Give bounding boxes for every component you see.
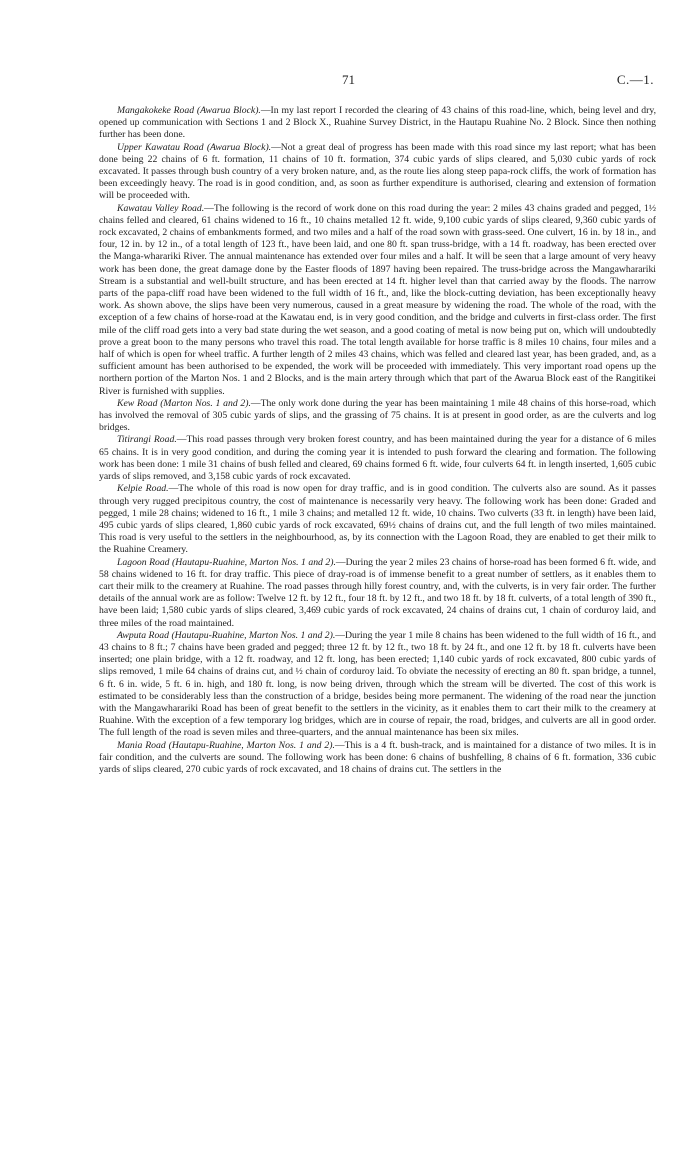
body-text	[99, 105, 656, 776]
document-reference: C.—1.	[616, 72, 654, 87]
paragraph-mania-road	[99, 740, 656, 777]
paragraph-kawatau-valley-road	[99, 203, 656, 398]
paragraph-lagoon-road	[99, 557, 656, 630]
paragraph-title: Mania Road (Hautapu-Ruahine, Marton Nos. 1 and 2).	[117, 739, 335, 751]
paragraph-kelpie-road	[99, 483, 656, 556]
paragraph-awputa-road	[99, 630, 656, 740]
page-header	[0, 72, 700, 88]
paragraph-text: —The only work done during the year has been maintaining 1 mile 48 chains of this horse-road, which has involved the removal of 305 cubic yards of slips, and the grassing of 75 chains. It is at present in good order, as are the culverts and log bridges.	[99, 397, 656, 434]
paragraph-mangakokeke-road	[99, 105, 656, 142]
paragraph-upper-kawatau-road	[99, 142, 656, 203]
paragraph-text: —This is a 4 ft. bush-track, and is maintained for a distance of two miles. It is in fair condition, and the culverts are sound. The following work has been done: 6 chains of bushfelling, 8 chains of 6 ft. formation, 336 cubic yards of slips cleared, 270 cubic yards of rock excavated, and 18 chains of drains cut. The settlers in the	[99, 739, 657, 775]
paragraph-text: —In my last report I recorded the clearing of 43 chains of this road-line, which, being level and dry, opened up communication with Sections 1 and 2 Block X., Ruahine Survey District, in the Hautapu Ruahine No. 2 Block. Since then nothing further has been done.	[99, 105, 656, 141]
paragraph-kew-road	[99, 398, 656, 435]
paragraph-title: Upper Kawatau Road (Awarua Block).	[117, 141, 272, 153]
paragraph-title: Lagoon Road (Hautapu-Ruahine, Marton Nos. 1 and 2).	[117, 556, 336, 568]
paragraph-text: —During the year 1 mile 8 chains has been widened to the full width of 16 ft., and 43 chains to 8 ft.; 7 chains have been graded and pegged; three 12 ft. by 12 ft., two 18 ft. by 24 ft., and one 12 ft. by 18 ft. culverts have been inserted; one plain bridge, with a 12 ft. roadway, and 12 ft. long, has been erected; 1,140 cubic yards of rock excavated, 800 cubic yards of slips removed, 1 mile 64 chains of drains cut, and ½ chain of corduroy laid. To obviate the necessity of erecting an 80 ft. span bridge, a tunnel, 6 ft. 6 in. wide, 5 ft. 6 in. high, and 180 ft. long, is now being driven, through which the stream will be diverted. The cost of this work is estimated to be considerably less than the construction of a bridge, besides being more permanent. The widening of the road near the junction with the Mangawharariki Road has been of great benefit to the settlers in the vicinity, as it enables them to cart their milk to the creamery at Ruahine. With the exception of a few temporary log bridges, which are in course of repair, the road, bridges, and culverts are all in good order. The full length of the road is seven miles and three-quarters, and the annual maintenance has been six miles.	[99, 629, 656, 739]
paragraph-title: Kawatau Valley Road.	[117, 202, 205, 214]
paragraph-text: —This road passes through very broken forest country, and has been maintained during the year for a distance of 6 miles 65 chains. It is in very good condition, and during the coming year it is intended to push forward the clearing and formation. The following work has been done: 1 mile 31 chains of bush felled and cleared, 69 chains formed 6 ft. wide, four culverts 64 ft. in length inserted, 1,605 cubic yards of slips removed, and 3,158 cubic yards of rock excavated.	[99, 434, 656, 483]
paragraph-text: —The following is the record of work done on this road during the year: 2 miles 43 chains graded and pegged, 1½ chains felled and cleared, 61 chains widened to 16 ft., 10 chains metalled 12 ft. wide, 9,100 cubic yards of slips cleared, 9,360 cubic yards of rock excavated, 2 chains of embankments formed, and two miles and a half of the road sown with grass-seed. One culvert, 16 in. by 18 in., and four, 12 in. by 12 in., of a total length of 123 ft., have been laid, and one 80 ft. span truss-bridge, with a 14 ft. roadway, has been erected over the Manga-wharariki River. The annual maintenance has extended over four miles and a half. It will be seen that a large amount of very heavy work has been done, the great damage done by the Easter floods of 1897 having been repaired. The truss-bridge across the Mangawharariki Stream is a substantial and well-built structure, and has been erected at 14 ft. higher level than that carried away by the floods. The narrow parts of the papa-cliff road have been widened to the full width of 16 ft., and, like the block-cutting deviation, has been exceptionally heavy work. As shown above, the slips have been very numerous, caused in a great measure by widening the road. The whole of the road, with the exception of a few chains of horse-road at the Kawatau end, is in very good condition, and the bridge and culverts in first-class order. The first mile of the cliff road gets into a very bad state during the wet season, and a good coating of metal is now being put on, which will undoubtedly prove a great boon to the many persons who travel this road. The total length available for horse traffic is 8 miles 10 chains, four miles and a half of which is open for wheel traffic. A further length of 2 miles 43 chains, which was felled and cleared last year, has been graded, and, as a sufficient amount has been authorised to be expended, the work will be proceeded with immediately. This very important road opens up the northern portion of the Marton Nos. 1 and 2 Blocks, and is the main artery through which that part of the Awarua Block east of the Rangitikei River is furnished with supplies.	[99, 202, 656, 397]
paragraph-title: Kelpie Road.	[117, 483, 169, 495]
paragraph-text: —Not a great deal of progress has been made with this road since my last report; what has been done being 22 chains of 6 ft. formation, 11 chains of 10 ft. formation, 374 cubic yards of slips cleared, and 5,030 cubic yards of rock excavated. It passes through bush country of a very broken nature, and, as the route lies along steep papa-rock cliffs, the work of formation has been exceedingly heavy. The road is in good condition, and, as soon as further expenditure is authorised, clearing and extension of formation will be proceeded with.	[99, 141, 657, 202]
paragraph-titirangi-road	[99, 434, 656, 483]
paragraph-title: Titirangi Road.	[117, 434, 177, 446]
paragraph-text: —During the year 2 miles 23 chains of horse-road has been formed 6 ft. wide, and 58 chains widened to 16 ft. for dray traffic. This piece of dray-road is of immense benefit to a great number of settlers, as it enables them to cart their milk to the creamery at Ruahine. The road passes through hilly forest country, and, with the culverts, is in very fair order. The further details of the annual work are as follow: Twelve 12 ft. by 12 ft., four 18 ft. by 12 ft., and two 18 ft. by 18 ft. culverts, of a total length of 390 ft., have been laid; 1,580 cubic yards of slips cleared, 3,469 cubic yards of rock excavated, 24 chains of drains cut, 1 chain of corduroy laid, and three miles of the road maintained.	[99, 556, 656, 629]
page-number: 71	[342, 72, 355, 87]
paragraph-title: Mangakokeke Road (Awarua Block).	[117, 105, 261, 116]
paragraph-title: Awputa Road (Hautapu-Ruahine, Marton Nos. 1 and 2).	[117, 629, 336, 641]
paragraph-text: —The whole of this road is now open for dray traffic, and is in good condition. The culverts also are sound. As it passes through very rugged precipitous country, the cost of maintenance is necessarily very heavy. The following work has been done: Graded and pegged, 1 mile 28 chains; widened to 16 ft., 1 mile 3 chains; and metalled 12 ft. wide, 10 chains. Two culverts (33 ft. in length) have been laid, 495 cubic yards of slips cleared, 1,860 cubic yards of rock excavated, 69½ chains of drains cut, and the full length of two miles maintained. This road is very useful to the settlers in the neighbourhood, as, by its connection with the Lagoon Road, they are enabled to get their milk to the Ruahine Creamery.	[99, 483, 656, 556]
paragraph-title: Kew Road (Marton Nos. 1 and 2).	[117, 397, 251, 409]
